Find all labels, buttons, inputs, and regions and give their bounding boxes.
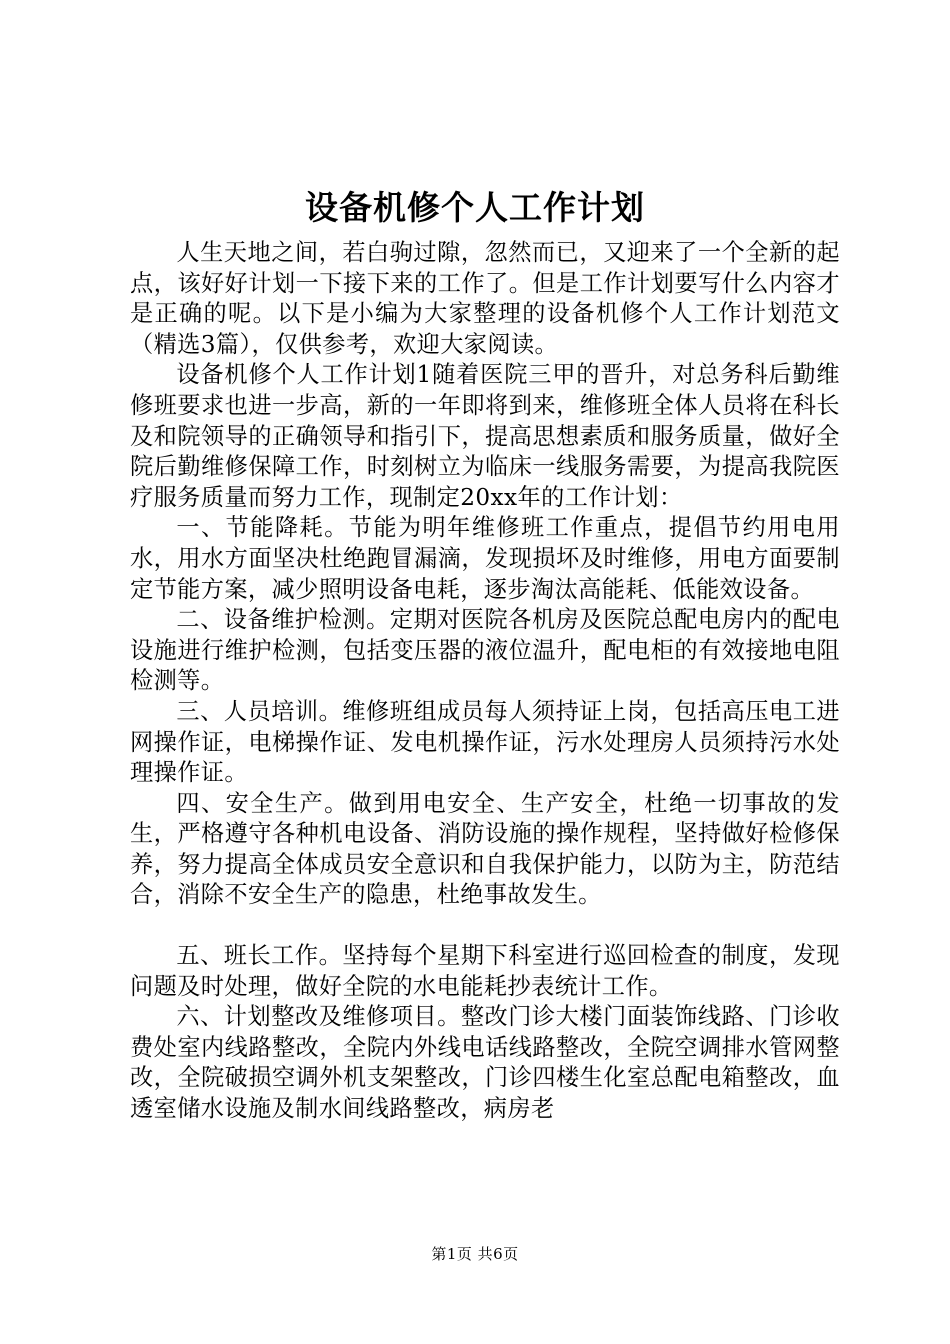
paragraph-staff-training: 三、人员培训。维修班组成员每人须持证上岗，包括高压电工进网操作证，电梯操作证、发电机操作证，污水处理房人员须持污水处理操作证。	[130, 697, 840, 787]
paragraph-safety-production: 四、安全生产。做到用电安全、生产安全，杜绝一切事故的发生，严格遵守各种机电设备、消防设施的操作规程，坚持做好检修保养，努力提高全体成员安全意识和自我保护能力，以防为主，防范结合，消除不安全生产的隐患，杜绝事故发生。	[130, 789, 840, 909]
paragraph-intro: 人生天地之间，若白驹过隙，忽然而已，又迎来了一个全新的起点，该好好计划一下接下来的工作了。但是工作计划要写什么内容才是正确的呢。以下是小编为大家整理的设备机修个人工作计划范文（精选3篇），仅供参考，欢迎大家阅读。	[130, 239, 840, 358]
paragraph-rectification: 六、计划整改及维修项目。整改门诊大楼门面装饰线路、门诊收费处室内线路整改，全院内外线电话线路整改，全院空调排水管网整改，全院破损空调外机支架整改，门诊四楼生化室总配电箱整改，血透室储水设施及制水间线路整改，病房老	[130, 1003, 840, 1123]
paragraph-energy-saving: 一、节能降耗。节能为明年维修班工作重点，提倡节约用电用水，用水方面坚决杜绝跑冒漏滴，发现损坏及时维修，用电方面要制定节能方案，减少照明设备电耗，逐步淘汰高能耗、低能效设备。	[130, 514, 840, 603]
document-title: 设备机修个人工作计划	[305, 188, 645, 227]
document-body	[130, 238, 840, 1125]
paragraph-team-leader: 五、班长工作。坚持每个星期下科室进行巡回检查的制度，发现问题及时处理，做好全院的水电能耗抄表统计工作。	[130, 942, 840, 1000]
page-indicator: 第1页 共6页	[431, 1245, 519, 1263]
paragraph-equipment-maintenance: 二、设备维护检测。定期对医院各机房及医院总配电房内的配电设施进行维护检测，包括变压器的液位温升，配电柜的有效接地电阻检测等。	[130, 606, 840, 695]
paragraph-plan-1: 设备机修个人工作计划1随着医院三甲的晋升，对总务科后勤维修班要求也进一步高，新的一年即将到来，维修班全体人员将在科长及和院领导的正确领导和指引下，提高思想素质和服务质量，做好全院后勤维修保障工作，时刻树立为临床一线服务需要，为提高我院医疗服务质量而努力工作，现制定20xx年的工作计划：	[130, 361, 840, 511]
